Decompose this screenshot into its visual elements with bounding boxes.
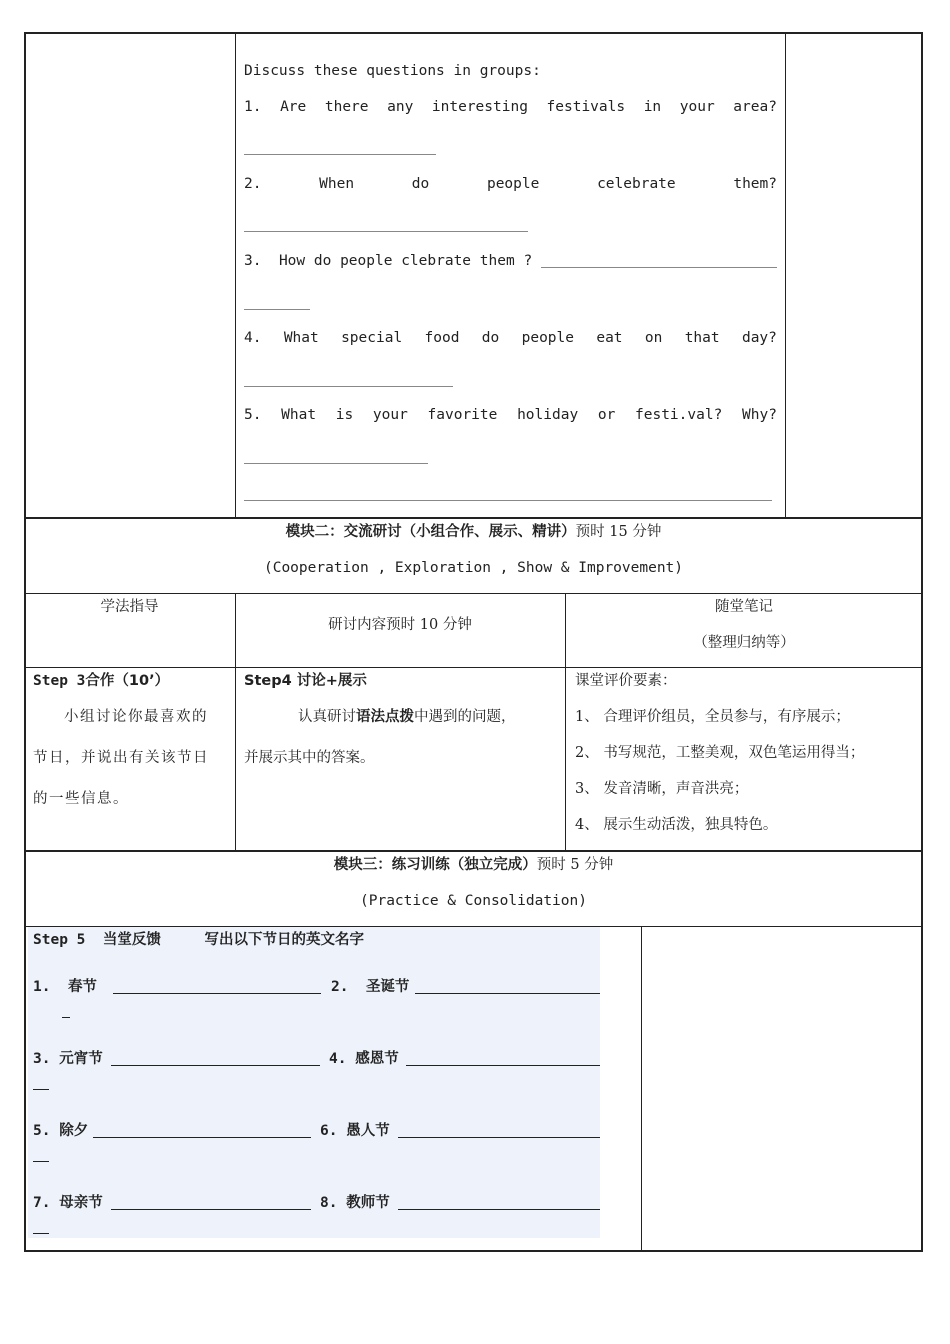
festival-2-answer-line[interactable] (415, 993, 600, 994)
col1-header: 学法指导 (100, 599, 159, 615)
festival-2: 2. 圣诞节 (331, 979, 410, 995)
festival-6-answer-line[interactable] (398, 1137, 600, 1138)
festival-1-wrap-line (62, 1017, 70, 1018)
module3-subtitle: (Practice & Consolidation) (360, 893, 587, 909)
step4-title: Step4 讨论+展示 (244, 673, 367, 689)
festival-8-answer-line[interactable] (398, 1209, 600, 1210)
festival-1: 1. 春节 (33, 979, 97, 995)
answer-line-3b[interactable] (244, 309, 310, 310)
festival-3: 3. 元宵节 (33, 1051, 103, 1067)
col3-header-line1: 随堂笔记 (715, 599, 773, 615)
step4-line-2: 并展示其中的答案。 (244, 750, 375, 766)
festival-7: 7. 母亲节 (33, 1195, 103, 1211)
eval-item-1: 1、 合理评价组员，全员参与，有序展示； (575, 709, 850, 725)
module2-subheader-border (24, 667, 923, 668)
answer-line-5a[interactable] (244, 463, 428, 464)
module2-subtitle: (Cooperation , Exploration , Show & Improvement) (263, 560, 684, 576)
festival-4-answer-line[interactable] (406, 1065, 600, 1066)
step4-line-1: 认真研讨语法点拨中遇到的问题， (298, 709, 516, 725)
question-2: 2. When do people celebrate them? (244, 176, 777, 192)
festival-7-answer-line[interactable] (111, 1209, 311, 1210)
col3-header-line2: （整理归纳等） (693, 635, 795, 651)
eval-item-2: 2、 书写规范，工整美观，双色笔运用得当； (575, 745, 865, 761)
discuss-heading: Discuss these questions in groups: (244, 63, 541, 79)
festival-4: 4. 感恩节 (329, 1051, 399, 1067)
question-3: 3. How do people clebrate them ? (244, 253, 533, 269)
festival-5-wrap-line (33, 1161, 49, 1162)
col2-header: 研讨内容预时 10 分钟 (328, 617, 472, 633)
festival-5-answer-line[interactable] (93, 1137, 311, 1138)
module3-title: 模块三：练习训练（独立完成）预时 5 分钟 (333, 857, 614, 873)
festival-1-answer-line[interactable] (113, 993, 321, 994)
module3-top-border (24, 850, 923, 852)
eval-item-3: 3、 发音清晰，声音洪亮； (575, 781, 749, 797)
festival-3-wrap-line (33, 1089, 49, 1090)
step3-line-3: 的一些信息。 (33, 791, 129, 807)
module2-top-border (24, 517, 923, 519)
answer-line-1[interactable] (244, 154, 436, 155)
step3-line-2: 节日，并说出有关该节日 (33, 750, 209, 766)
step3-title: Step 3合作（10’） (33, 673, 170, 689)
festival-3-answer-line[interactable] (111, 1065, 320, 1066)
festival-7-wrap-line (33, 1233, 49, 1234)
step3-line-1: 小组讨论你最喜欢的 (64, 709, 208, 725)
col-divider-2 (785, 32, 786, 518)
answer-line-5b[interactable] (244, 500, 772, 501)
answer-line-2[interactable] (244, 231, 528, 232)
module2-col-divider-2 (565, 593, 566, 851)
answer-line-4[interactable] (244, 386, 453, 387)
question-1: 1. Are there any interesting festivals in your area? (244, 99, 777, 115)
festival-5: 5. 除夕 (33, 1123, 89, 1139)
eval-title: 课堂评价要素： (575, 673, 677, 689)
module3-col-divider (641, 926, 642, 1252)
festival-6: 6. 愚人节 (320, 1123, 390, 1139)
festival-8: 8. 教师节 (320, 1195, 390, 1211)
question-5: 5. What is your favorite holiday or festi.val? Why? (244, 407, 777, 423)
answer-line-3a[interactable] (541, 267, 777, 268)
step5-header: Step 5 当堂反馈 写出以下节日的英文名字 (33, 932, 365, 948)
module2-header-border (24, 593, 923, 594)
module2-title: 模块二：交流研讨（小组合作、展示、精讲）预时 15 分钟 (285, 524, 662, 540)
col-divider-1 (235, 32, 236, 518)
question-4: 4. What special food do people eat on that day? (244, 330, 777, 346)
exercise-highlight (28, 927, 600, 1238)
eval-item-4: 4、 展示生动活泼，独具特色。 (575, 817, 778, 833)
